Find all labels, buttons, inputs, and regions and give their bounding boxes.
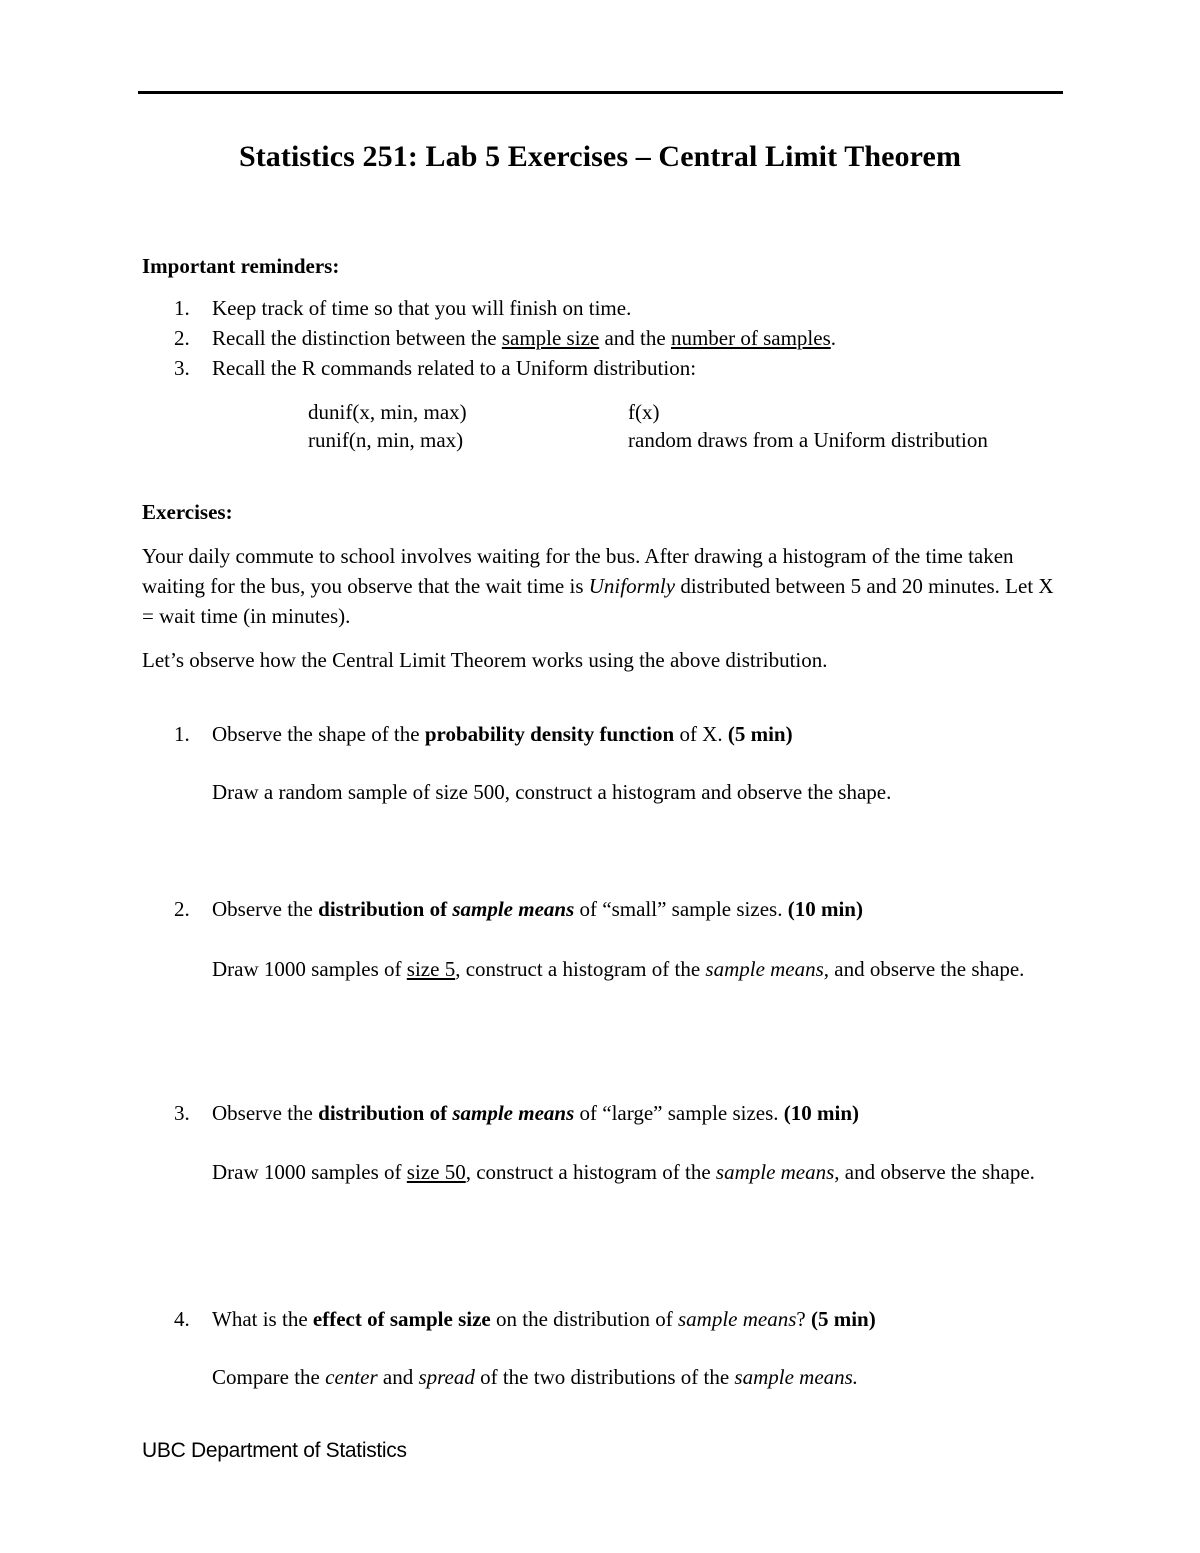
- top-rule: [138, 91, 1063, 94]
- page-title: Statistics 251: Lab 5 Exercises – Central Limit Theorem: [238, 140, 962, 173]
- exercise-intro: Your daily commute to school involves waiting for the bus. After drawing a histogram of the time taken waiting for the bus, you observe that the wait time is Uniformly distributed between 5 and 20 minutes. Let X = wait time (in minutes).: [142, 544, 1054, 628]
- reminders-heading: Important reminders:: [142, 254, 340, 278]
- r-command-description: random draws from a Uniform distribution: [628, 428, 988, 452]
- exercise-instruction: Draw a random sample of size 500, construct a histogram and observe the shape.: [212, 780, 892, 804]
- exercise-instruction: Draw 1000 samples of size 50, construct a histogram of the sample means, and observe the shape.: [212, 1160, 1035, 1184]
- exercise-heading: 2. Observe the distribution of sample means of “small” sample sizes. (10 min): [174, 897, 863, 921]
- reminder-item: 2. Recall the distinction between the sample size and the number of samples.: [174, 326, 836, 350]
- reminder-item: 3. Recall the R commands related to a Uniform distribution:: [174, 356, 697, 380]
- r-command: runif(n, min, max): [308, 428, 464, 452]
- exercise-heading: 3. Observe the distribution of sample means of “large” sample sizes. (10 min): [174, 1101, 860, 1125]
- exercises-heading: Exercises:: [142, 500, 233, 524]
- exercise-heading: 4. What is the effect of sample size on the distribution of sample means? (5 min): [174, 1307, 876, 1331]
- exercise-heading: 1. Observe the shape of the probability density function of X. (5 min): [174, 722, 793, 746]
- exercise-instruction: Draw 1000 samples of size 5, construct a histogram of the sample means, and observe the shape.: [212, 957, 1025, 981]
- r-command-description: f(x): [628, 400, 660, 424]
- reminder-item: 1. Keep track of time so that you will finish on time.: [174, 296, 632, 320]
- r-command: dunif(x, min, max): [308, 400, 467, 424]
- reminders-list: [142, 293, 1062, 383]
- exercise-lead: Let’s observe how the Central Limit Theorem works using the above distribution.: [142, 648, 828, 672]
- page-footer: UBC Department of Statistics: [142, 1439, 407, 1462]
- exercise-instruction: Compare the center and spread of the two distributions of the sample means.: [212, 1365, 859, 1389]
